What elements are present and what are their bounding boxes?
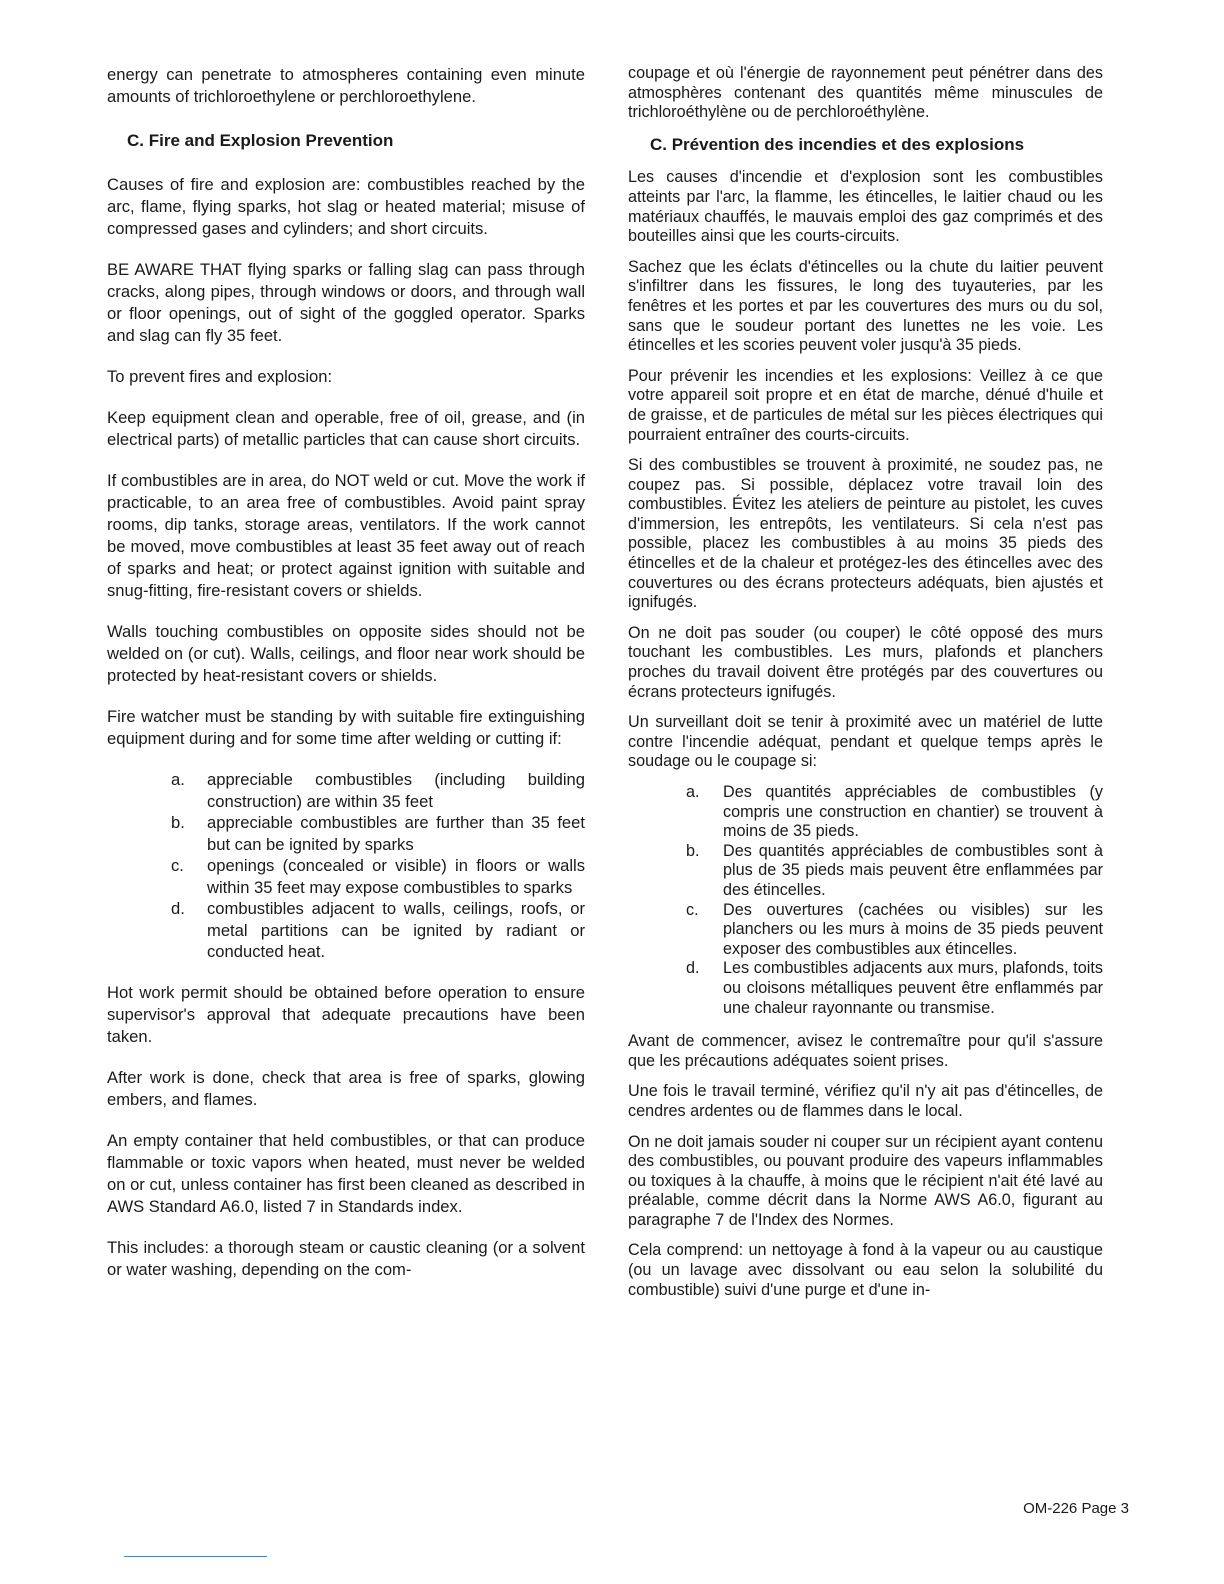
english-paragraph: This includes: a thorough steam or caustic cleaning (or a solvent or water washing, depending on the com- — [107, 1237, 585, 1279]
french-paragraph: Une fois le travail terminé, vérifiez qu'il n'y ait pas d'étincelles, de cendres ardentes ou de flammes dans le local. — [628, 1082, 1103, 1120]
english-paragraphs-after-list — [107, 982, 585, 1281]
english-paragraph: Causes of fire and explosion are: combustibles reached by the arc, flame, flying sparks, hot slag or heated material; misuse of compressed gases and cylinders; and short circuits. — [107, 175, 585, 238]
french-paragraph: Avant de commencer, avisez le contremaître pour qu'il s'assure que les précautions adéquates soient prises. — [628, 1032, 1103, 1070]
english-paragraphs-before-list — [107, 174, 585, 750]
english-paragraph: An empty container that held combustibles, or that can produce flammable or toxic vapors when heated, must never be welded on or cut, unless container has first been cleaned as described in AWS Standard A6.0, listed 7 in Standards index. — [107, 1130, 585, 1216]
list-text: appreciable combustibles are further than 35 feet but can be ignited by sparks — [207, 813, 585, 854]
list-text: Des quantités appréciables de combustibles (y compris une construction en chantier) se trouvent à moins de 35 pieds. — [723, 783, 1103, 841]
french-paragraph: Si des combustibles se trouvent à proximité, ne soudez pas, ne coupez pas. Si possible, déplacez votre travail loin des combustibles. Évitez les ateliers de peinture au pistolet, les cuves d'immersion, les entrepôts, les ventilateurs. Si cela n'est pas possible, placez les combustibles à au moins 35 pieds des étincelles et de la chaleur et protégez-les des étincelles avec des couvertures ou des écrans protecteurs adéquats, bien ajustés et ignifugés. — [628, 456, 1103, 612]
english-section-heading: C. Fire and Explosion Prevention — [127, 131, 394, 150]
list-item — [686, 901, 1103, 960]
french-condition-list — [686, 783, 1103, 1018]
list-text: Des ouvertures (cachées ou visibles) sur les planchers ou les murs à moins de 35 pieds peuvent exposer des combustibles aux étincelles. — [723, 900, 1103, 958]
list-marker: b. — [171, 813, 185, 832]
list-item — [171, 855, 585, 898]
list-marker: c. — [686, 900, 699, 919]
english-intro: energy can penetrate to atmospheres containing even minute amounts of trichloroethylene or perchloroethylene. — [107, 65, 585, 106]
english-paragraph: Fire watcher must be standing by with suitable fire extinguishing equipment during and for some time after welding or cutting if: — [107, 707, 585, 748]
english-paragraph: Walls touching combustibles on opposite sides should not be welded on (or cut). Walls, ceilings, and floor near work should be protected by heat-resistant covers or shields. — [107, 622, 585, 685]
french-intro: coupage et où l'énergie de rayonnement peut pénétrer dans des atmosphères contenant des quantités même minuscules de trichloroéthylène ou de perchloroéthylène. — [628, 64, 1103, 122]
list-marker: a. — [171, 770, 185, 789]
french-paragraph: On ne doit jamais souder ni couper sur un récipient ayant contenu des combustibles, ou pouvant produire des vapeurs inflammables ou toxiques à la chauffe, à moins que le récipient n'ait été lavé au préalable, comme décrit dans la Norme AWS A6.0, figurant au paragraphe 7 de l'Index des Normes. — [628, 1132, 1103, 1229]
list-item — [171, 769, 585, 812]
french-paragraph: Un surveillant doit se tenir à proximité avec un matériel de lutte contre l'incendie adéquat, pendant et quelque temps après le soudage ou le coupage si: — [628, 713, 1103, 771]
french-paragraphs-after-list — [628, 1032, 1103, 1300]
french-paragraph: Pour prévenir les incendies et les explosions: Veillez à ce que votre appareil soit propre et en état de marche, dénué d'huile et de graisse, et de particules de métal sur les pièces électriques qui pourraient entraîner des courts-circuits. — [628, 366, 1103, 444]
english-paragraph: Keep equipment clean and operable, free of oil, grease, and (in electrical parts) of metallic particles that can cause short circuits. — [107, 408, 585, 449]
french-paragraphs-before-list — [628, 168, 1103, 772]
french-column — [628, 64, 1103, 1311]
english-condition-list — [171, 769, 585, 963]
footer-rule — [124, 1556, 267, 1557]
list-marker: b. — [686, 841, 700, 860]
list-marker: d. — [171, 899, 185, 918]
list-marker: d. — [686, 959, 700, 978]
french-section-heading: C. Prévention des incendies et des explosions — [650, 134, 1025, 154]
english-paragraph: Hot work permit should be obtained before operation to ensure supervisor's approval that adequate precautions have been taken. — [107, 982, 585, 1046]
french-paragraph: Les causes d'incendie et d'explosion sont les combustibles atteints par l'arc, la flamme, les étincelles, le laitier chaud ou les matériaux chauffés, le mauvais emploi des gaz comprimés et des bouteilles ainsi que les courts-circuits. — [628, 168, 1103, 246]
french-paragraph: Sachez que les éclats d'étincelles ou la chute du laitier peuvent s'infiltrer dans les fissures, le long des tuyauteries, par les fenêtres et les portes et par les couvertures des murs ou du sol, sans que le soudeur portant des lunettes ne les voie. Les étincelles et les scories peuvent voler jusqu'à 35 pieds. — [628, 257, 1103, 355]
english-paragraph: If combustibles are in area, do NOT weld or cut. Move the work if practicable, to an area free of combustibles. Avoid paint spray rooms, dip tanks, storage areas, ventilators. If the work cannot be moved, move combustibles at least 35 feet away out of reach of sparks and heat; or protect against ignition with suitable and snug-fitting, fire-resistant covers or shields. — [107, 471, 585, 600]
list-marker: a. — [686, 783, 700, 801]
list-item — [686, 959, 1103, 1018]
english-column — [107, 64, 585, 1300]
french-paragraph: On ne doit pas souder (ou couper) le côté opposé des murs touchant les combustibles. Les murs, plafonds et planchers proches du travail doivent être protégés par des couvertures ou écrans protecteurs ignifugés. — [628, 623, 1103, 701]
list-text: Les combustibles adjacents aux murs, plafonds, toits ou cloisons métalliques peuvent être enflammés par une chaleur rayonnante ou transmise. — [723, 959, 1103, 1017]
list-item — [686, 842, 1103, 901]
english-paragraph: After work is done, check that area is free of sparks, glowing embers, and flames. — [107, 1067, 585, 1109]
list-text: Des quantités appréciables de combustibles sont à plus de 35 pieds mais peuvent être enflammées par des étincelles. — [723, 841, 1103, 899]
list-item — [686, 783, 1103, 842]
list-text: appreciable combustibles (including building construction) are within 35 feet — [207, 770, 585, 811]
french-paragraph: Cela comprend: un nettoyage à fond à la vapeur ou au caustique (ou un lavage avec dissolvant ou eau selon la solubilité du combustible) suivi d'une purge et d'une in- — [628, 1241, 1103, 1299]
list-item — [171, 898, 585, 963]
list-text: openings (concealed or visible) in floors or walls within 35 feet may expose combustibles to sparks — [207, 856, 585, 897]
list-item — [171, 812, 585, 855]
english-paragraph: BE AWARE THAT flying sparks or falling slag can pass through cracks, along pipes, through windows or doors, and through wall or floor openings, out of sight of the goggled operator. Sparks and slag can fly 35 feet. — [107, 260, 585, 345]
list-marker: c. — [171, 856, 184, 875]
page-number: OM-226 Page 3 — [1023, 1500, 1129, 1517]
english-paragraph: To prevent fires and explosion: — [107, 367, 333, 386]
list-text: combustibles adjacent to walls, ceilings, roofs, or metal partitions can be ignited by radiant or conducted heat. — [207, 899, 585, 961]
